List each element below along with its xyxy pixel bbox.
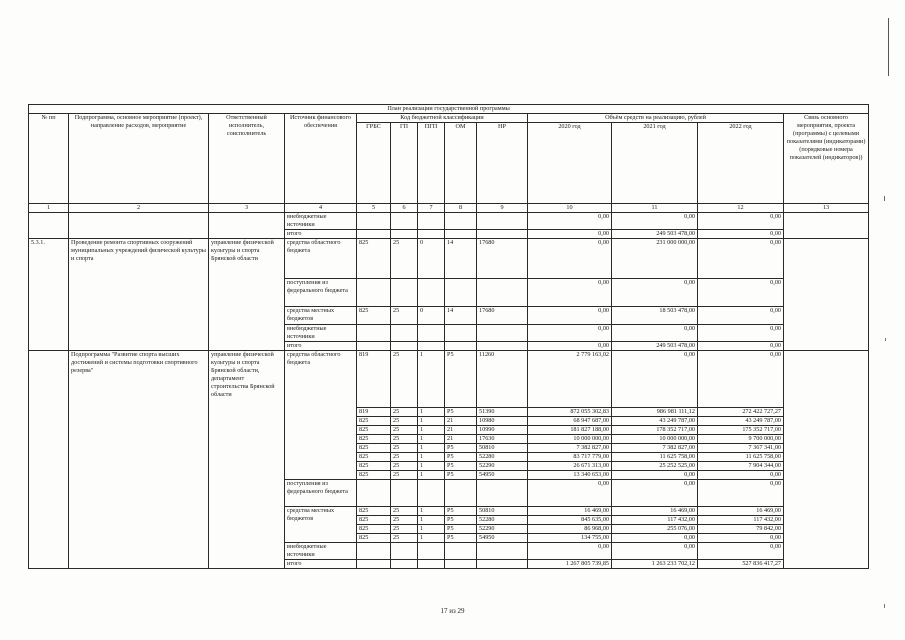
header-2020: 2020 год [528,123,612,204]
value-2022: 0,00 [698,534,784,543]
header-pgp: ПГП [418,123,445,204]
value-2020: 134 755,00 [528,534,612,543]
pgp-cell: 1 [418,534,445,543]
value-2020: 10 000 000,00 [528,435,612,444]
source-cell: итого [285,560,357,569]
grbs-cell: 819 [357,408,391,417]
gp-cell: 25 [391,444,418,453]
om-cell: P5 [445,525,477,534]
om-cell: 21 [445,426,477,435]
value-2022: 16 469,00 [698,507,784,516]
value-2021: 249 503 478,00 [612,342,698,351]
value-2020: 845 635,00 [528,516,612,525]
gp-cell: 25 [391,408,418,417]
value-2022: 0,00 [698,471,784,480]
value-2021: 178 352 717,00 [612,426,698,435]
grbs-cell: 825 [357,239,391,279]
column-number: 11 [612,204,698,213]
source-cell: средства областного бюджета [285,351,357,480]
value-2021: 986 981 111,12 [612,408,698,417]
value-2021: 11 625 758,00 [612,453,698,462]
value-2022: 0,00 [698,307,784,325]
om-cell: 21 [445,435,477,444]
om-cell: P5 [445,453,477,462]
gp-cell: 25 [391,471,418,480]
header-gp: ГП [391,123,418,204]
value-2020: 2 779 163,02 [528,351,612,408]
om-cell: 14 [445,239,477,279]
column-number: 2 [69,204,209,213]
value-2021: 0,00 [612,351,698,408]
gp-cell: 25 [391,435,418,444]
pgp-cell: 1 [418,417,445,426]
margin-mark [888,18,889,76]
table-title-row [29,105,869,114]
gp-cell: 25 [391,462,418,471]
header-om: ОМ [445,123,477,204]
measure-responsible: управление физической культуры и спорта Брянской области [209,239,285,351]
nr-cell: 52280 [477,453,528,462]
nr-cell: 50810 [477,444,528,453]
pgp-cell: 1 [418,507,445,516]
pgp-cell: 1 [418,408,445,417]
source-cell: внебюджетные источники [285,213,357,230]
column-number: 10 [528,204,612,213]
header-row-1 [29,114,869,123]
value-2020: 0,00 [528,325,612,342]
pgp-cell: 1 [418,444,445,453]
value-2021: 0,00 [612,471,698,480]
value-2022: 0,00 [698,543,784,560]
table-title: План реализации государственной программы [29,105,869,114]
value-2022: 0,00 [698,213,784,230]
header-responsible: Ответственный исполнитель, соисполнитель [209,114,285,204]
value-2020: 68 947 687,00 [528,417,612,426]
gp-cell: 25 [391,516,418,525]
margin-mark [885,338,886,341]
value-2020: 83 717 779,00 [528,453,612,462]
nr-cell: 11260 [477,351,528,408]
page-number: 17 из 29 [440,607,465,615]
gp-cell: 25 [391,426,418,435]
table-row [29,351,869,408]
source-cell: внебюджетные источники [285,325,357,342]
source-cell: итого [285,230,357,239]
value-2021: 0,00 [612,325,698,342]
margin-mark [884,196,885,201]
nr-cell: 17680 [477,239,528,279]
value-2022: 79 842,00 [698,525,784,534]
om-cell: 14 [445,307,477,325]
header-num: № пп [29,114,69,204]
header-2022: 2022 год [698,123,784,204]
value-2021: 43 249 787,00 [612,417,698,426]
value-2020: 872 055 302,83 [528,408,612,417]
gp-cell: 25 [391,417,418,426]
grbs-cell: 825 [357,435,391,444]
header-nr: НР [477,123,528,204]
source-cell: поступления из федерального бюджета [285,480,357,507]
column-number: 9 [477,204,528,213]
source-cell: средства областного бюджета [285,239,357,279]
nr-cell: 50810 [477,507,528,516]
value-2022: 117 432,00 [698,516,784,525]
source-cell: средства местных бюджетов [285,507,357,543]
value-2021: 255 076,00 [612,525,698,534]
nr-cell: 51390 [477,408,528,417]
om-cell: P5 [445,351,477,408]
header-link: Связь основного мероприятия, проекта (программы) с целевыми показателями (индикаторами) (порядковые номера показателей (индикаторов)) [784,114,869,204]
nr-cell: 10980 [477,417,528,426]
pgp-cell: 1 [418,516,445,525]
value-2020: 16 469,00 [528,507,612,516]
om-cell: 21 [445,417,477,426]
grbs-cell: 825 [357,307,391,325]
measure-number: 5.3.1. [29,239,69,351]
value-2022: 7 904 344,00 [698,462,784,471]
om-cell: P5 [445,471,477,480]
gp-cell: 25 [391,507,418,516]
grbs-cell: 819 [357,351,391,408]
column-number: 5 [357,204,391,213]
value-2021: 249 503 478,00 [612,230,698,239]
pgp-cell: 1 [418,435,445,444]
om-cell: P5 [445,534,477,543]
pgp-cell: 1 [418,351,445,408]
gp-cell: 25 [391,453,418,462]
value-2020: 0,00 [528,230,612,239]
header-subprogram: Подпрограмма, основное мероприятие (проект), направление расходов, мероприятие [69,114,209,204]
nr-cell: 54950 [477,471,528,480]
grbs-cell: 825 [357,453,391,462]
value-2022: 0,00 [698,480,784,507]
source-cell: средства местных бюджетов [285,307,357,325]
value-2022: 0,00 [698,325,784,342]
value-2021: 0,00 [612,213,698,230]
value-2021: 18 503 478,00 [612,307,698,325]
grbs-cell: 825 [357,426,391,435]
gp-cell: 25 [391,351,418,408]
value-2020: 0,00 [528,307,612,325]
om-cell: P5 [445,507,477,516]
header-budget-code: Код бюджетной классификации [357,114,528,123]
table-row [29,213,869,230]
pgp-cell: 1 [418,525,445,534]
column-number: 7 [418,204,445,213]
value-2021: 16 469,00 [612,507,698,516]
column-number: 12 [698,204,784,213]
pgp-cell: 1 [418,471,445,480]
gp-cell: 25 [391,534,418,543]
value-2020: 0,00 [528,279,612,307]
source-cell: итого [285,342,357,351]
value-2020: 7 382 827,00 [528,444,612,453]
value-2022: 0,00 [698,342,784,351]
header-grbs: ГРБС [357,123,391,204]
value-2022: 0,00 [698,239,784,279]
value-2021: 0,00 [612,534,698,543]
value-2022: 0,00 [698,230,784,239]
value-2022: 175 352 717,00 [698,426,784,435]
value-2022: 7 367 341,00 [698,444,784,453]
column-number: 13 [784,204,869,213]
header-2021: 2021 год [612,123,698,204]
value-2021: 7 382 827,00 [612,444,698,453]
value-2020: 1 267 805 739,85 [528,560,612,569]
grbs-cell: 825 [357,516,391,525]
grbs-cell: 825 [357,417,391,426]
value-2020: 13 340 653,00 [528,471,612,480]
column-number: 1 [29,204,69,213]
pgp-cell: 1 [418,462,445,471]
grbs-cell: 825 [357,471,391,480]
gp-cell: 25 [391,239,418,279]
value-2021: 10 000 000,00 [612,435,698,444]
subprogram-responsible: управление физической культуры и спорта Брянской области, департамент строительства Брянской области [209,351,285,569]
column-number-row [29,204,869,213]
value-2022: 43 249 787,00 [698,417,784,426]
grbs-cell: 825 [357,507,391,516]
nr-cell: 52280 [477,516,528,525]
gp-cell: 25 [391,307,418,325]
column-number: 8 [445,204,477,213]
value-2022: 0,00 [698,279,784,307]
nr-cell: 10990 [477,426,528,435]
grbs-cell: 825 [357,534,391,543]
program-plan-table [28,104,869,569]
value-2021: 0,00 [612,279,698,307]
column-number: 3 [209,204,285,213]
value-2020: 0,00 [528,239,612,279]
column-number: 6 [391,204,418,213]
subprogram-name: Подпрограмма "Развитие спорта высших достижений и системы подготовки спортивного резерва" [69,351,209,569]
column-number: 4 [285,204,357,213]
nr-cell: 17630 [477,435,528,444]
value-2021: 0,00 [612,543,698,560]
om-cell: P5 [445,462,477,471]
value-2022: 527 836 417,27 [698,560,784,569]
header-source: Источник финансового обеспечения [285,114,357,204]
pgp-cell: 1 [418,453,445,462]
pgp-cell: 0 [418,239,445,279]
value-2021: 231 000 000,00 [612,239,698,279]
grbs-cell: 825 [357,525,391,534]
om-cell: P5 [445,516,477,525]
value-2020: 0,00 [528,480,612,507]
value-2020: 86 968,00 [528,525,612,534]
value-2021: 25 252 525,00 [612,462,698,471]
nr-cell: 17680 [477,307,528,325]
value-2020: 0,00 [528,213,612,230]
value-2020: 0,00 [528,543,612,560]
value-2020: 26 671 313,00 [528,462,612,471]
header-volume: Объём средств на реализацию, рублей [528,114,784,123]
measure-name: Проведение ремонта спортивных сооружений муниципальных учреждений физической культуры и спорта [69,239,209,351]
pgp-cell: 0 [418,307,445,325]
value-2022: 11 625 758,00 [698,453,784,462]
value-2021: 0,00 [612,480,698,507]
grbs-cell: 825 [357,462,391,471]
value-2021: 1 263 233 702,12 [612,560,698,569]
value-2021: 117 432,00 [612,516,698,525]
gp-cell: 25 [391,525,418,534]
grbs-cell: 825 [357,444,391,453]
value-2022: 9 700 000,00 [698,435,784,444]
pgp-cell: 1 [418,426,445,435]
nr-cell: 54950 [477,534,528,543]
value-2022: 0,00 [698,351,784,408]
source-cell: поступления из федерального бюджета [285,279,357,307]
table-row [29,239,869,279]
nr-cell: 52290 [477,462,528,471]
source-cell: внебюджетные источники [285,543,357,560]
nr-cell: 52290 [477,525,528,534]
om-cell: P5 [445,444,477,453]
value-2022: 272 422 727,27 [698,408,784,417]
value-2020: 181 827 188,00 [528,426,612,435]
value-2020: 0,00 [528,342,612,351]
om-cell: P5 [445,408,477,417]
